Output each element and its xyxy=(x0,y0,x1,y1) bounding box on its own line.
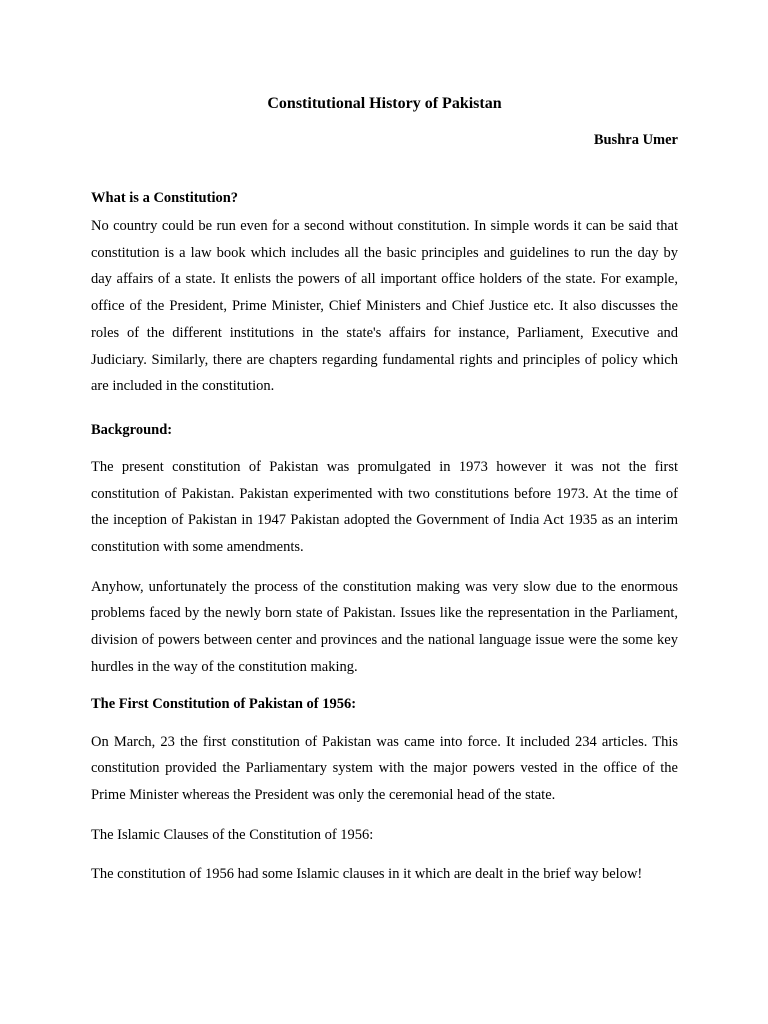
paragraph-first-constitution-1: On March, 23 the first constitution of Pakistan was came into force. It included 234 articles. This constitution provided the Parliamentary system with the major powers vested in the office of the Prime Minister whereas the President was only the ceremonial head of the state. xyxy=(91,733,678,803)
paragraph-background-2: Anyhow, unfortunately the process of the constitution making was very slow due to the enormous problems faced by the newly born state of Pakistan. Issues like the representation in the Parliament, division of powers between center and provinces and the national language issue were the some key hurdles in the way of the constitution making. xyxy=(91,578,678,675)
section-heading-first-constitution: The First Constitution of Pakistan of 1956: xyxy=(91,695,357,712)
section-heading-background: Background: xyxy=(91,421,173,438)
document-title: Constitutional History of Pakistan xyxy=(267,95,502,112)
section-heading-what-is-constitution: What is a Constitution? xyxy=(91,190,239,206)
paragraph-what-is-constitution: No country could be run even for a second without constitution. In simple words it can be said that constitution is a law book which includes all the basic principles and guidelines to run the day by day affairs of a state. It enlists the powers of all important office holders of the state. For example, office of the President, Prime Minister, Chief Ministers and Chief Justice etc. It also discusses the roles of the different institutions in the state's affairs for instance, Parliament, Executive and Judiciary. Similarly, there are chapters regarding fundamental rights and principles of policy which are included in the constitution. xyxy=(91,218,678,395)
document-author: Bushra Umer xyxy=(593,132,678,148)
paragraph-islamic-clauses-title: The Islamic Clauses of the Constitution of 1956: xyxy=(91,826,374,843)
paragraph-islamic-clauses-intro: The constitution of 1956 had some Islamic clauses in it which are dealt in the brief way below! xyxy=(91,866,643,883)
paragraph-background-1: The present constitution of Pakistan was promulgated in 1973 however it was not the first constitution of Pakistan. Pakistan experimented with two constitutions before 1973. At the time of the inception of Pakistan in 1947 Pakistan adopted the Government of India Act 1935 as an interim constitution with some amendments. xyxy=(91,458,678,556)
